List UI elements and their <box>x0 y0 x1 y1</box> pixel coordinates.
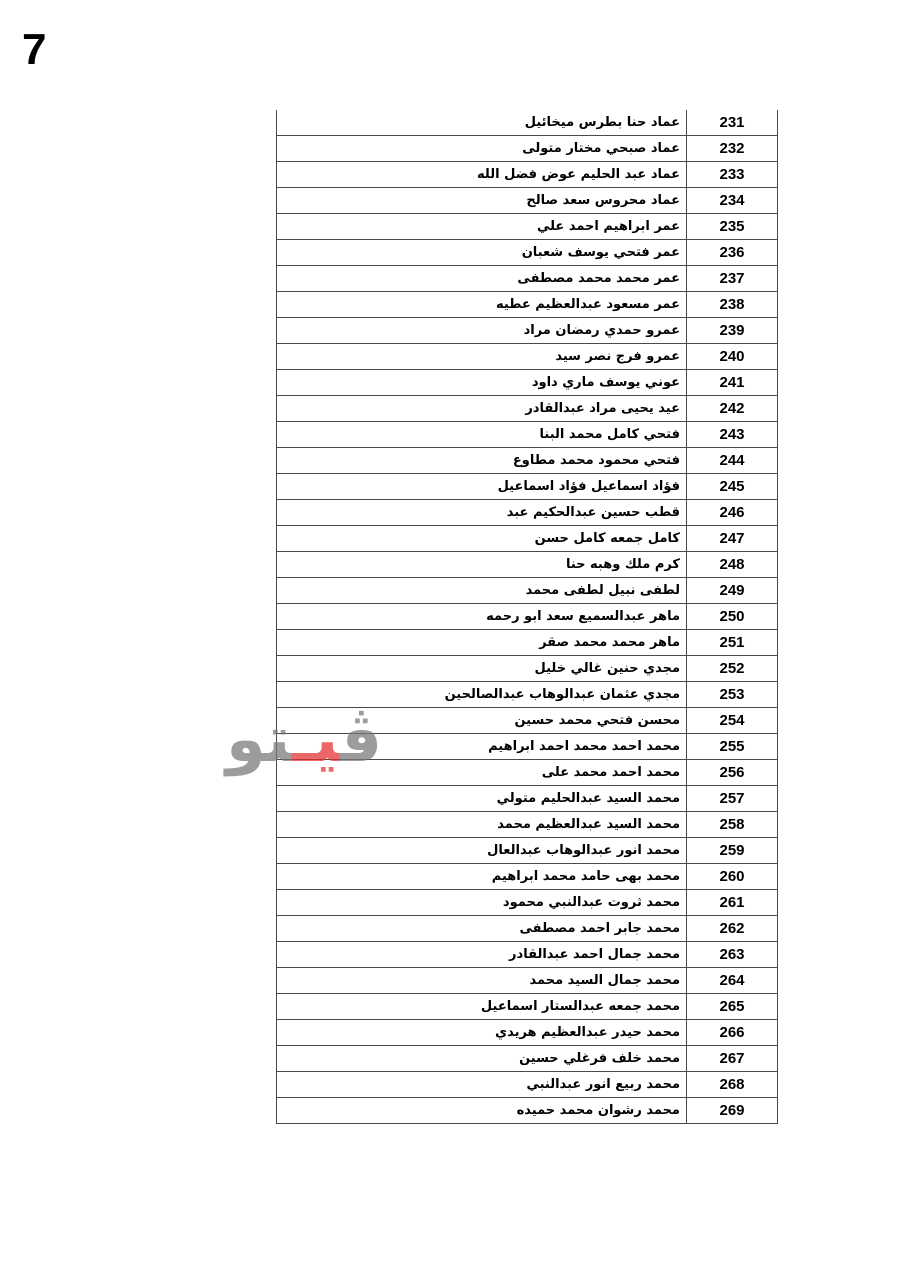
name-cell: محمد رشوان محمد حميده <box>277 1098 687 1124</box>
table-row <box>277 292 778 318</box>
name-cell: عماد صبحي مختار متولى <box>277 136 687 162</box>
table-row <box>277 1020 778 1046</box>
table-row <box>277 370 778 396</box>
table-row <box>277 838 778 864</box>
serial-number-cell: 263 <box>687 942 778 968</box>
table-row <box>277 630 778 656</box>
name-cell: محمد خلف فرغلي حسين <box>277 1046 687 1072</box>
serial-number-cell: 261 <box>687 890 778 916</box>
table-row <box>277 968 778 994</box>
name-cell: محمد بهى حامد محمد ابراهيم <box>277 864 687 890</box>
name-cell: محمد حيدر عبدالعظيم هريدي <box>277 1020 687 1046</box>
table-row <box>277 812 778 838</box>
table-row <box>277 110 778 136</box>
serial-number-cell: 267 <box>687 1046 778 1072</box>
watermark-logo-part: تو <box>226 703 293 777</box>
watermark-logo-part: ڤ <box>340 703 383 777</box>
serial-number-cell: 258 <box>687 812 778 838</box>
name-cell: كرم ملك وهبه حنا <box>277 552 687 578</box>
table-row <box>277 682 778 708</box>
name-cell: فؤاد اسماعيل فؤاد اسماعيل <box>277 474 687 500</box>
name-cell: عمرو فرج نصر سيد <box>277 344 687 370</box>
name-cell: محمد انور عبدالوهاب عبدالعال <box>277 838 687 864</box>
serial-number-cell: 245 <box>687 474 778 500</box>
serial-number-cell: 260 <box>687 864 778 890</box>
serial-number-cell: 237 <box>687 266 778 292</box>
table-row <box>277 474 778 500</box>
serial-number-cell: 248 <box>687 552 778 578</box>
name-cell: محمد جابر احمد مصطفى <box>277 916 687 942</box>
serial-number-cell: 253 <box>687 682 778 708</box>
serial-number-cell: 250 <box>687 604 778 630</box>
table-row <box>277 734 778 760</box>
name-cell: عمر محمد محمد مصطفى <box>277 266 687 292</box>
table-row <box>277 578 778 604</box>
serial-number-cell: 252 <box>687 656 778 682</box>
name-cell: قطب حسين عبدالحكيم عبد <box>277 500 687 526</box>
table-row <box>277 266 778 292</box>
name-cell: عمر مسعود عبدالعظيم عطيه <box>277 292 687 318</box>
serial-number-cell: 265 <box>687 994 778 1020</box>
table-row <box>277 1072 778 1098</box>
table-row <box>277 188 778 214</box>
serial-number-cell: 235 <box>687 214 778 240</box>
serial-number-cell: 234 <box>687 188 778 214</box>
table-row <box>277 708 778 734</box>
table-row <box>277 526 778 552</box>
serial-number-cell: 259 <box>687 838 778 864</box>
name-cell: محمد جمال احمد عبدالقادر <box>277 942 687 968</box>
table-row <box>277 1098 778 1124</box>
serial-number-cell: 241 <box>687 370 778 396</box>
serial-number-cell: 251 <box>687 630 778 656</box>
serial-number-cell: 249 <box>687 578 778 604</box>
table-row <box>277 318 778 344</box>
table-row <box>277 422 778 448</box>
name-cell: محمد السيد عبدالحليم متولي <box>277 786 687 812</box>
table-row <box>277 1046 778 1072</box>
names-table-body <box>277 110 778 1124</box>
name-cell: عمر فتحي يوسف شعبان <box>277 240 687 266</box>
name-cell: ماهر عبدالسميع سعد ابو رحمه <box>277 604 687 630</box>
serial-number-cell: 244 <box>687 448 778 474</box>
serial-number-cell: 247 <box>687 526 778 552</box>
table-row <box>277 214 778 240</box>
name-cell: عوني يوسف ماري داود <box>277 370 687 396</box>
serial-number-cell: 264 <box>687 968 778 994</box>
name-cell: عماد محروس سعد صالح <box>277 188 687 214</box>
name-cell: مجدي حنين غالي خليل <box>277 656 687 682</box>
table-row <box>277 942 778 968</box>
serial-number-cell: 240 <box>687 344 778 370</box>
name-cell: فتحي محمود محمد مطاوع <box>277 448 687 474</box>
serial-number-cell: 266 <box>687 1020 778 1046</box>
table-row <box>277 760 778 786</box>
name-cell: عيد يحيى مراد عبدالقادر <box>277 396 687 422</box>
name-cell: محمد ثروت عبدالنبي محمود <box>277 890 687 916</box>
table-row <box>277 240 778 266</box>
table-row <box>277 656 778 682</box>
watermark-logo-accent: يـ <box>292 703 341 777</box>
name-cell: عماد حنا بطرس ميخائيل <box>277 110 687 136</box>
page-number: 7 <box>22 25 47 74</box>
serial-number-cell: 238 <box>687 292 778 318</box>
name-cell: عماد عبد الحليم عوض فضل الله <box>277 162 687 188</box>
serial-number-cell: 239 <box>687 318 778 344</box>
names-table-container <box>276 110 770 1124</box>
name-cell: محمد جمعه عبدالستار اسماعيل <box>277 994 687 1020</box>
table-row <box>277 396 778 422</box>
serial-number-cell: 269 <box>687 1098 778 1124</box>
serial-number-cell: 236 <box>687 240 778 266</box>
name-cell: محمد ربيع انور عبدالنبي <box>277 1072 687 1098</box>
name-cell: لطفى نبيل لطفى محمد <box>277 578 687 604</box>
serial-number-cell: 233 <box>687 162 778 188</box>
name-cell: محمد احمد محمد على <box>277 760 687 786</box>
name-cell: ماهر محمد محمد صقر <box>277 630 687 656</box>
names-table <box>276 110 778 1124</box>
serial-number-cell: 268 <box>687 1072 778 1098</box>
name-cell: عمر ابراهيم احمد علي <box>277 214 687 240</box>
serial-number-cell: 243 <box>687 422 778 448</box>
table-row <box>277 344 778 370</box>
table-row <box>277 994 778 1020</box>
serial-number-cell: 246 <box>687 500 778 526</box>
name-cell: فتحي كامل محمد البنا <box>277 422 687 448</box>
serial-number-cell: 242 <box>687 396 778 422</box>
name-cell: محمد السيد عبدالعظيم محمد <box>277 812 687 838</box>
table-row <box>277 786 778 812</box>
name-cell: محمد احمد محمد احمد ابراهيم <box>277 734 687 760</box>
table-row <box>277 136 778 162</box>
table-row <box>277 604 778 630</box>
serial-number-cell: 256 <box>687 760 778 786</box>
table-row <box>277 916 778 942</box>
serial-number-cell: 254 <box>687 708 778 734</box>
serial-number-cell: 257 <box>687 786 778 812</box>
name-cell: محسن فتحي محمد حسين <box>277 708 687 734</box>
name-cell: كامل جمعه كامل حسن <box>277 526 687 552</box>
serial-number-cell: 255 <box>687 734 778 760</box>
table-row <box>277 162 778 188</box>
name-cell: عمرو حمدي رمضان مراد <box>277 318 687 344</box>
table-row <box>277 552 778 578</box>
table-row <box>277 864 778 890</box>
table-row <box>277 448 778 474</box>
serial-number-cell: 262 <box>687 916 778 942</box>
serial-number-cell: 231 <box>687 110 778 136</box>
name-cell: مجدي عثمان عبدالوهاب عبدالصالحين <box>277 682 687 708</box>
table-row <box>277 890 778 916</box>
name-cell: محمد جمال السيد محمد <box>277 968 687 994</box>
serial-number-cell: 232 <box>687 136 778 162</box>
table-row <box>277 500 778 526</box>
